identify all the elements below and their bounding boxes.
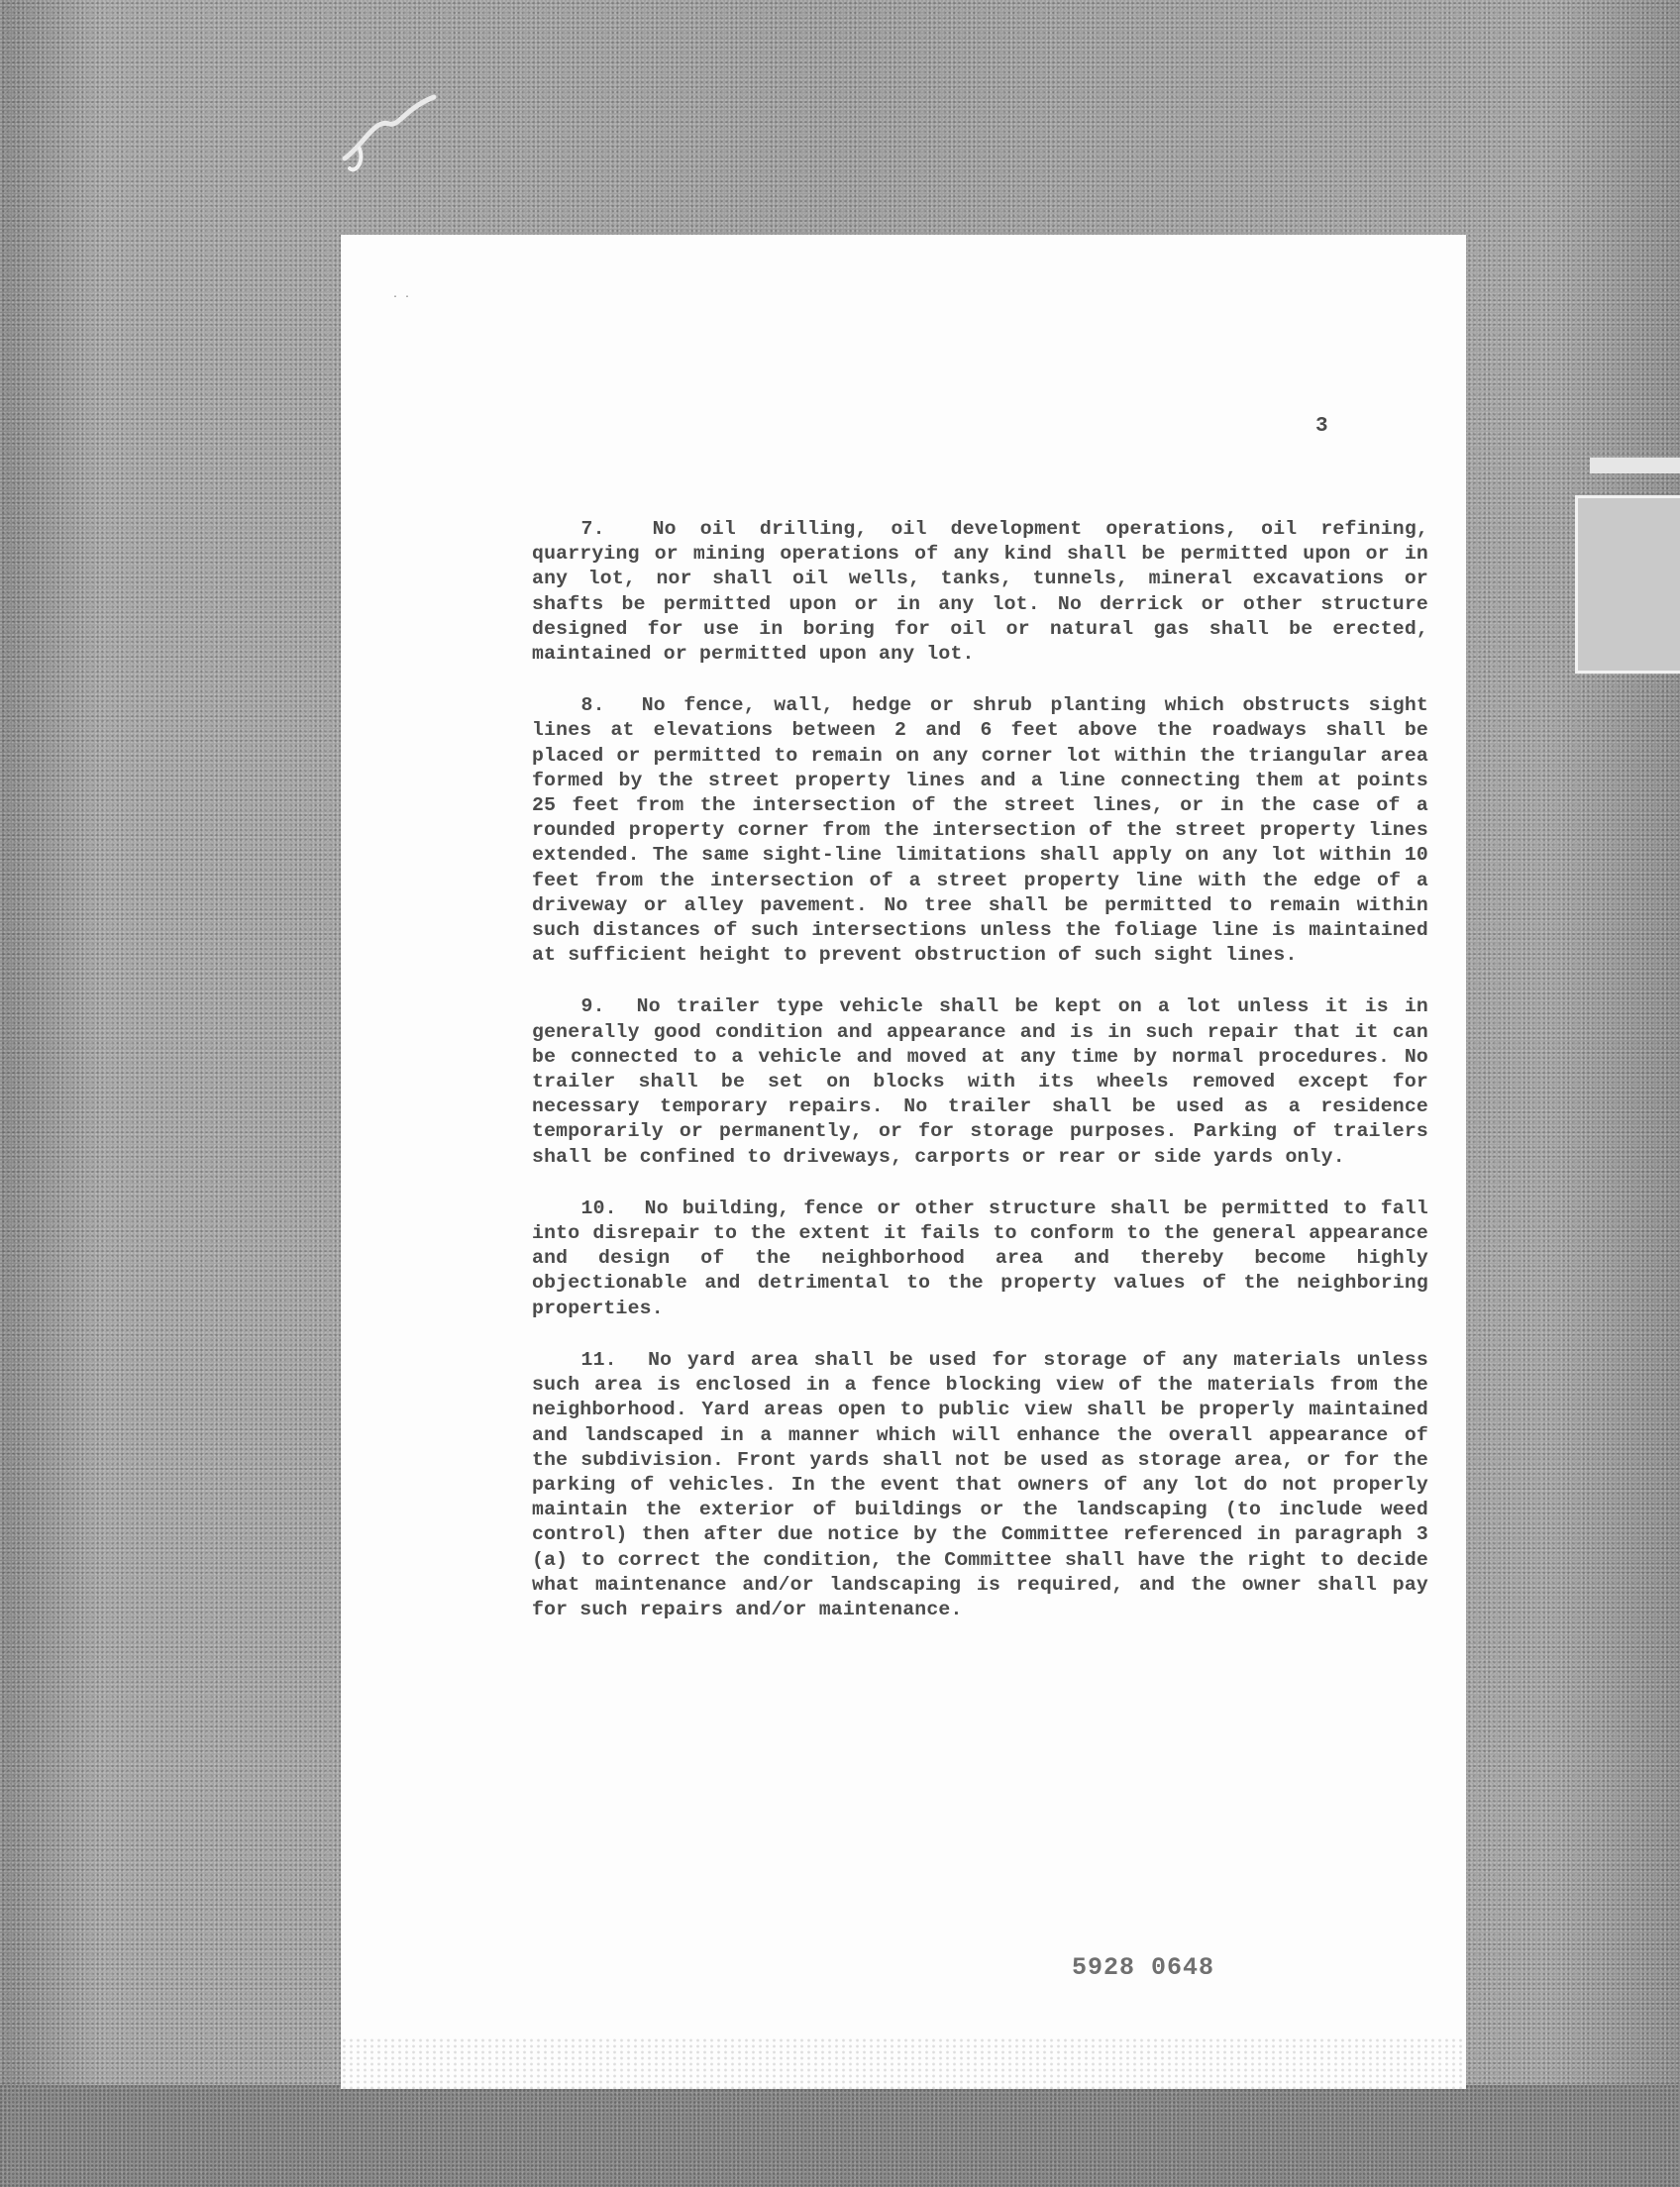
paragraph-number: 7.	[580, 518, 605, 540]
paragraph-text: No building, fence or other structure shall be permitted to fall into disrepair to the extent it fails to conform to the general appearance and design of the neighborhood area and thereby become highly objectionable and detrimental to the property values of the neighboring properties.	[532, 1197, 1428, 1319]
paragraph-number: 8.	[580, 694, 605, 717]
margin-marks: . .	[392, 290, 411, 301]
paragraph-text: No trailer type vehicle shall be kept on a lot unless it is in generally good condition and appearance and is in such repair that it can be connected to a vehicle and moved at any time by normal procedures. No trailer shall be set on blocks with its wheels removed except for necessary temporary repairs. No trailer shall be used as a residence temporarily or permanently, or for storage purposes. Parking of trailers shall be confined to driveways, carports or rear or side yards only.	[532, 995, 1428, 1168]
paragraph-7	[532, 517, 1428, 667]
scan-artifact-mark	[335, 89, 444, 178]
paragraph-text: No fence, wall, hedge or shrub planting which obstructs sight lines at elevations between 2 and 6 feet above the roadways shall be placed or permitted to remain on any corner lot within the triangular area formed by the street property lines and a line connecting them at points 25 feet from the intersection of the street lines, or in the case of a rounded property corner from the intersection of the street property lines extended. The same sight-line limitations shall apply on any lot within 10 feet from the intersection of a street property line with the edge of a driveway or alley pavement. No tree shall be permitted to remain within such distances of such intersections unless the foliage line is maintained at sufficient height to prevent obstruction of such sight lines.	[532, 694, 1428, 967]
scan-edge-tab	[1575, 495, 1680, 674]
scan-edge-strip	[1590, 458, 1680, 473]
paragraph-11	[532, 1348, 1428, 1622]
paragraph-9	[532, 994, 1428, 1169]
paragraph-number: 11.	[580, 1348, 617, 1371]
covenant-text	[532, 517, 1428, 1649]
paragraph-10	[532, 1197, 1428, 1321]
scan-bottom-band	[0, 2085, 1680, 2187]
paragraph-text: No oil drilling, oil development operations, oil refining, quarrying or mining operations of any kind shall be permitted upon or in any lot, nor shall oil wells, tanks, tunnels, mineral excavations or shafts be permitted upon or in any lot. No derrick or other structure designed for use in boring for oil or natural gas shall be erected, maintained or permitted upon any lot.	[532, 518, 1428, 666]
scan-smudge	[341, 2037, 1466, 2089]
paragraph-number: 9.	[580, 995, 605, 1018]
paragraph-number: 10.	[580, 1197, 617, 1219]
paragraph-text: No yard area shall be used for storage of any materials unless such area is enclosed in a fence blocking view of the materials from the neighborhood. Yard areas open to public view shall be properly maintained and landscaped in a manner which will enhance the overall appearance of the subdivision. Front yards shall not be used as storage area, or for the parking of vehicles. In the event that owners of any lot do not properly maintain the exterior of buildings or the landscaping (to include weed control) then after due notice by the Committee referenced in paragraph 3 (a) to correct the condition, the Committee shall have the right to decide what maintenance and/or landscaping is required, and the owner shall pay for such repairs and/or maintenance.	[532, 1348, 1428, 1620]
document-sheet	[341, 235, 1466, 2089]
page-number: 3	[1315, 415, 1328, 438]
paragraph-8	[532, 693, 1428, 968]
recording-stamp: 5928 0648	[1072, 1953, 1215, 1982]
